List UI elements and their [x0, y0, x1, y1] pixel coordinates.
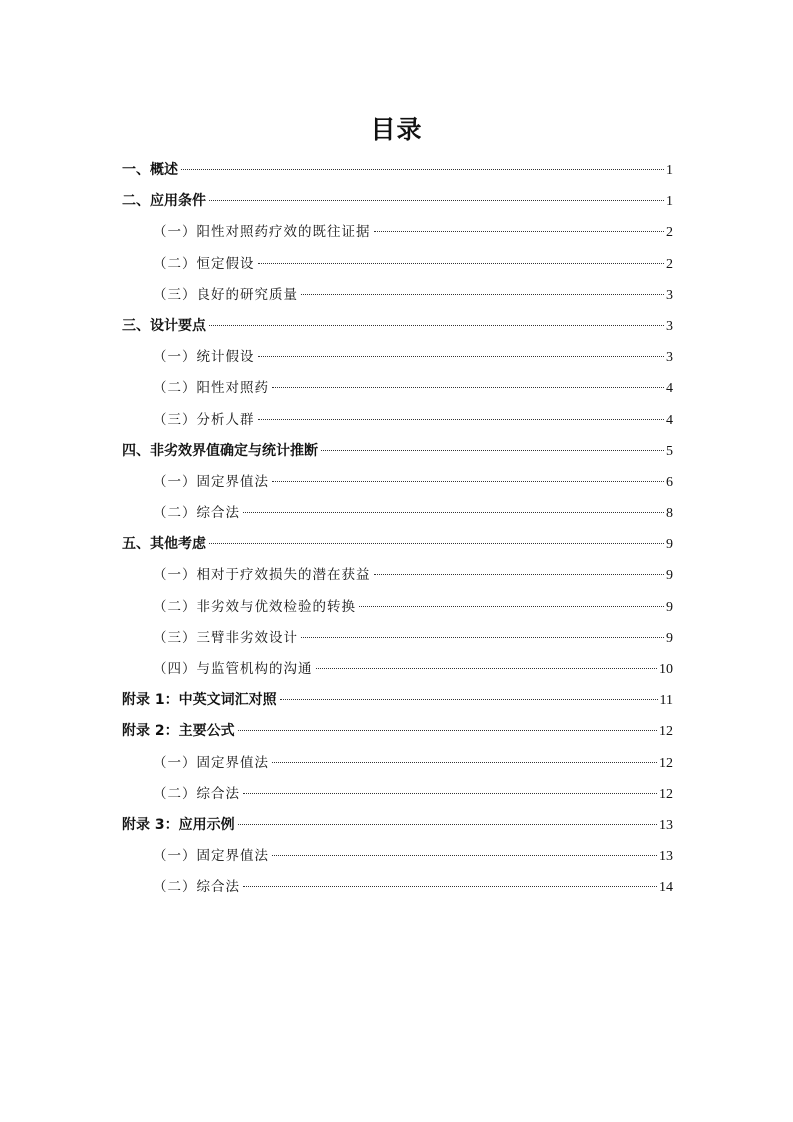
toc-page-number: 3 — [666, 287, 673, 303]
toc-entry-label: 附录 1：中英文词汇对照 — [122, 692, 277, 709]
toc-entry-subsection[interactable] — [122, 841, 673, 872]
toc-entry-label: （二）综合法 — [153, 879, 240, 896]
toc-entry-subsection[interactable] — [122, 654, 673, 685]
toc-page-number: 3 — [666, 350, 673, 366]
toc-entry-subsection[interactable] — [122, 467, 673, 498]
toc-dot-leader — [209, 543, 664, 544]
toc-entry-label: （一）固定界值法 — [153, 473, 269, 490]
toc-entry-label: （三）三臂非劣效设计 — [153, 629, 298, 646]
toc-entry-label: 二、应用条件 — [122, 193, 206, 210]
toc-page-number: 5 — [666, 443, 673, 459]
toc-page-number: 10 — [659, 662, 673, 677]
toc-dot-leader — [258, 263, 665, 264]
toc-entry-section[interactable] — [122, 529, 673, 560]
toc-entry-label: （二）综合法 — [153, 785, 240, 802]
toc-entry-subsection[interactable] — [122, 498, 673, 529]
toc-dot-leader — [321, 450, 664, 451]
toc-entry-label: （二）恒定假设 — [153, 255, 255, 272]
toc-entry-section[interactable] — [122, 716, 673, 747]
toc-page-number: 13 — [659, 817, 673, 833]
toc-entry-section[interactable] — [122, 311, 673, 342]
toc-entry-subsection[interactable] — [122, 748, 673, 779]
toc-page-number: 2 — [666, 256, 673, 272]
toc-dot-leader — [243, 512, 664, 513]
toc-entry-label: 五、其他考虑 — [122, 536, 206, 553]
toc-entry-label: （一）固定界值法 — [153, 754, 269, 771]
toc-dot-leader — [316, 668, 658, 669]
toc-entry-subsection[interactable] — [122, 280, 673, 311]
toc-dot-leader — [272, 762, 657, 763]
toc-dot-leader — [272, 855, 657, 856]
toc-title: 目录 — [370, 115, 423, 144]
toc-entry-label: （三）良好的研究质量 — [153, 286, 298, 303]
toc-dot-leader — [374, 231, 665, 232]
toc-entry-label: （二）非劣效与优效检验的转换 — [153, 598, 356, 615]
toc-dot-leader — [258, 419, 665, 420]
toc-page-number: 4 — [666, 381, 673, 397]
toc-page-number: 9 — [666, 630, 673, 646]
toc-entry-subsection[interactable] — [122, 249, 673, 280]
toc-entry-section[interactable] — [122, 155, 673, 186]
toc-dot-leader — [301, 294, 664, 295]
toc-page-number: 2 — [666, 225, 673, 241]
toc-entry-label: （四）与监管机构的沟通 — [153, 661, 313, 677]
toc-entry-label: 附录 3：应用示例 — [122, 816, 235, 833]
toc-dot-leader — [209, 325, 664, 326]
toc-entry-label: （一）统计假设 — [153, 349, 255, 366]
toc-dot-leader — [301, 637, 664, 638]
toc-page-number: 12 — [659, 755, 673, 771]
toc-page-number: 6 — [666, 474, 673, 490]
toc-entry-subsection[interactable] — [122, 592, 673, 623]
toc-entry-label: （一）阳性对照药疗效的既往证据 — [153, 224, 371, 241]
toc-entry-subsection[interactable] — [122, 779, 673, 810]
toc-dot-leader — [238, 730, 657, 731]
toc-page-number: 8 — [666, 506, 673, 522]
toc-dot-leader — [181, 169, 664, 170]
toc-dot-leader — [238, 824, 657, 825]
toc-entry-subsection[interactable] — [122, 373, 673, 404]
toc-entry-subsection[interactable] — [122, 342, 673, 373]
toc-dot-leader — [209, 200, 664, 201]
toc-entry-label: （二）综合法 — [153, 505, 240, 522]
toc-entry-subsection[interactable] — [122, 405, 673, 436]
toc-page-number: 11 — [659, 693, 673, 709]
toc-entry-section[interactable] — [122, 810, 673, 841]
toc-entry-subsection[interactable] — [122, 560, 673, 591]
toc-page-number: 12 — [659, 724, 673, 740]
toc-page-number: 9 — [666, 599, 673, 615]
toc-dot-leader — [374, 574, 665, 575]
toc-entry-label: 附录 2：主要公式 — [122, 723, 235, 740]
toc-page-number: 13 — [659, 849, 673, 865]
toc-entry-subsection[interactable] — [122, 217, 673, 248]
toc-page-number: 9 — [666, 568, 673, 584]
toc-entry-label: （二）阳性对照药 — [153, 380, 269, 397]
toc-page-number: 4 — [666, 412, 673, 428]
toc-entry-section[interactable] — [122, 436, 673, 467]
toc-dot-leader — [243, 886, 657, 887]
toc-dot-leader — [359, 606, 664, 607]
toc-list — [122, 155, 673, 904]
toc-entry-subsection[interactable] — [122, 623, 673, 654]
toc-page-number: 9 — [666, 537, 673, 553]
toc-page-number: 1 — [666, 194, 673, 210]
toc-page-number: 1 — [666, 163, 673, 178]
toc-entry-subsection[interactable] — [122, 872, 673, 903]
toc-dot-leader — [272, 387, 664, 388]
toc-entry-label: （一）相对于疗效损失的潜在获益 — [153, 567, 371, 584]
toc-entry-label: 四、非劣效界值确定与统计推断 — [122, 442, 318, 459]
toc-entry-section[interactable] — [122, 685, 673, 716]
toc-page-number: 3 — [666, 318, 673, 334]
toc-dot-leader — [272, 481, 664, 482]
toc-entry-section[interactable] — [122, 186, 673, 217]
toc-dot-leader — [280, 699, 658, 700]
toc-entry-label: 三、设计要点 — [122, 317, 206, 334]
toc-entry-label: 一、概述 — [122, 162, 178, 178]
toc-entry-label: （三）分析人群 — [153, 411, 255, 428]
toc-dot-leader — [243, 793, 657, 794]
toc-dot-leader — [258, 356, 665, 357]
toc-page-number: 14 — [659, 880, 673, 896]
toc-page-number: 12 — [659, 786, 673, 802]
toc-entry-label: （一）固定界值法 — [153, 848, 269, 865]
